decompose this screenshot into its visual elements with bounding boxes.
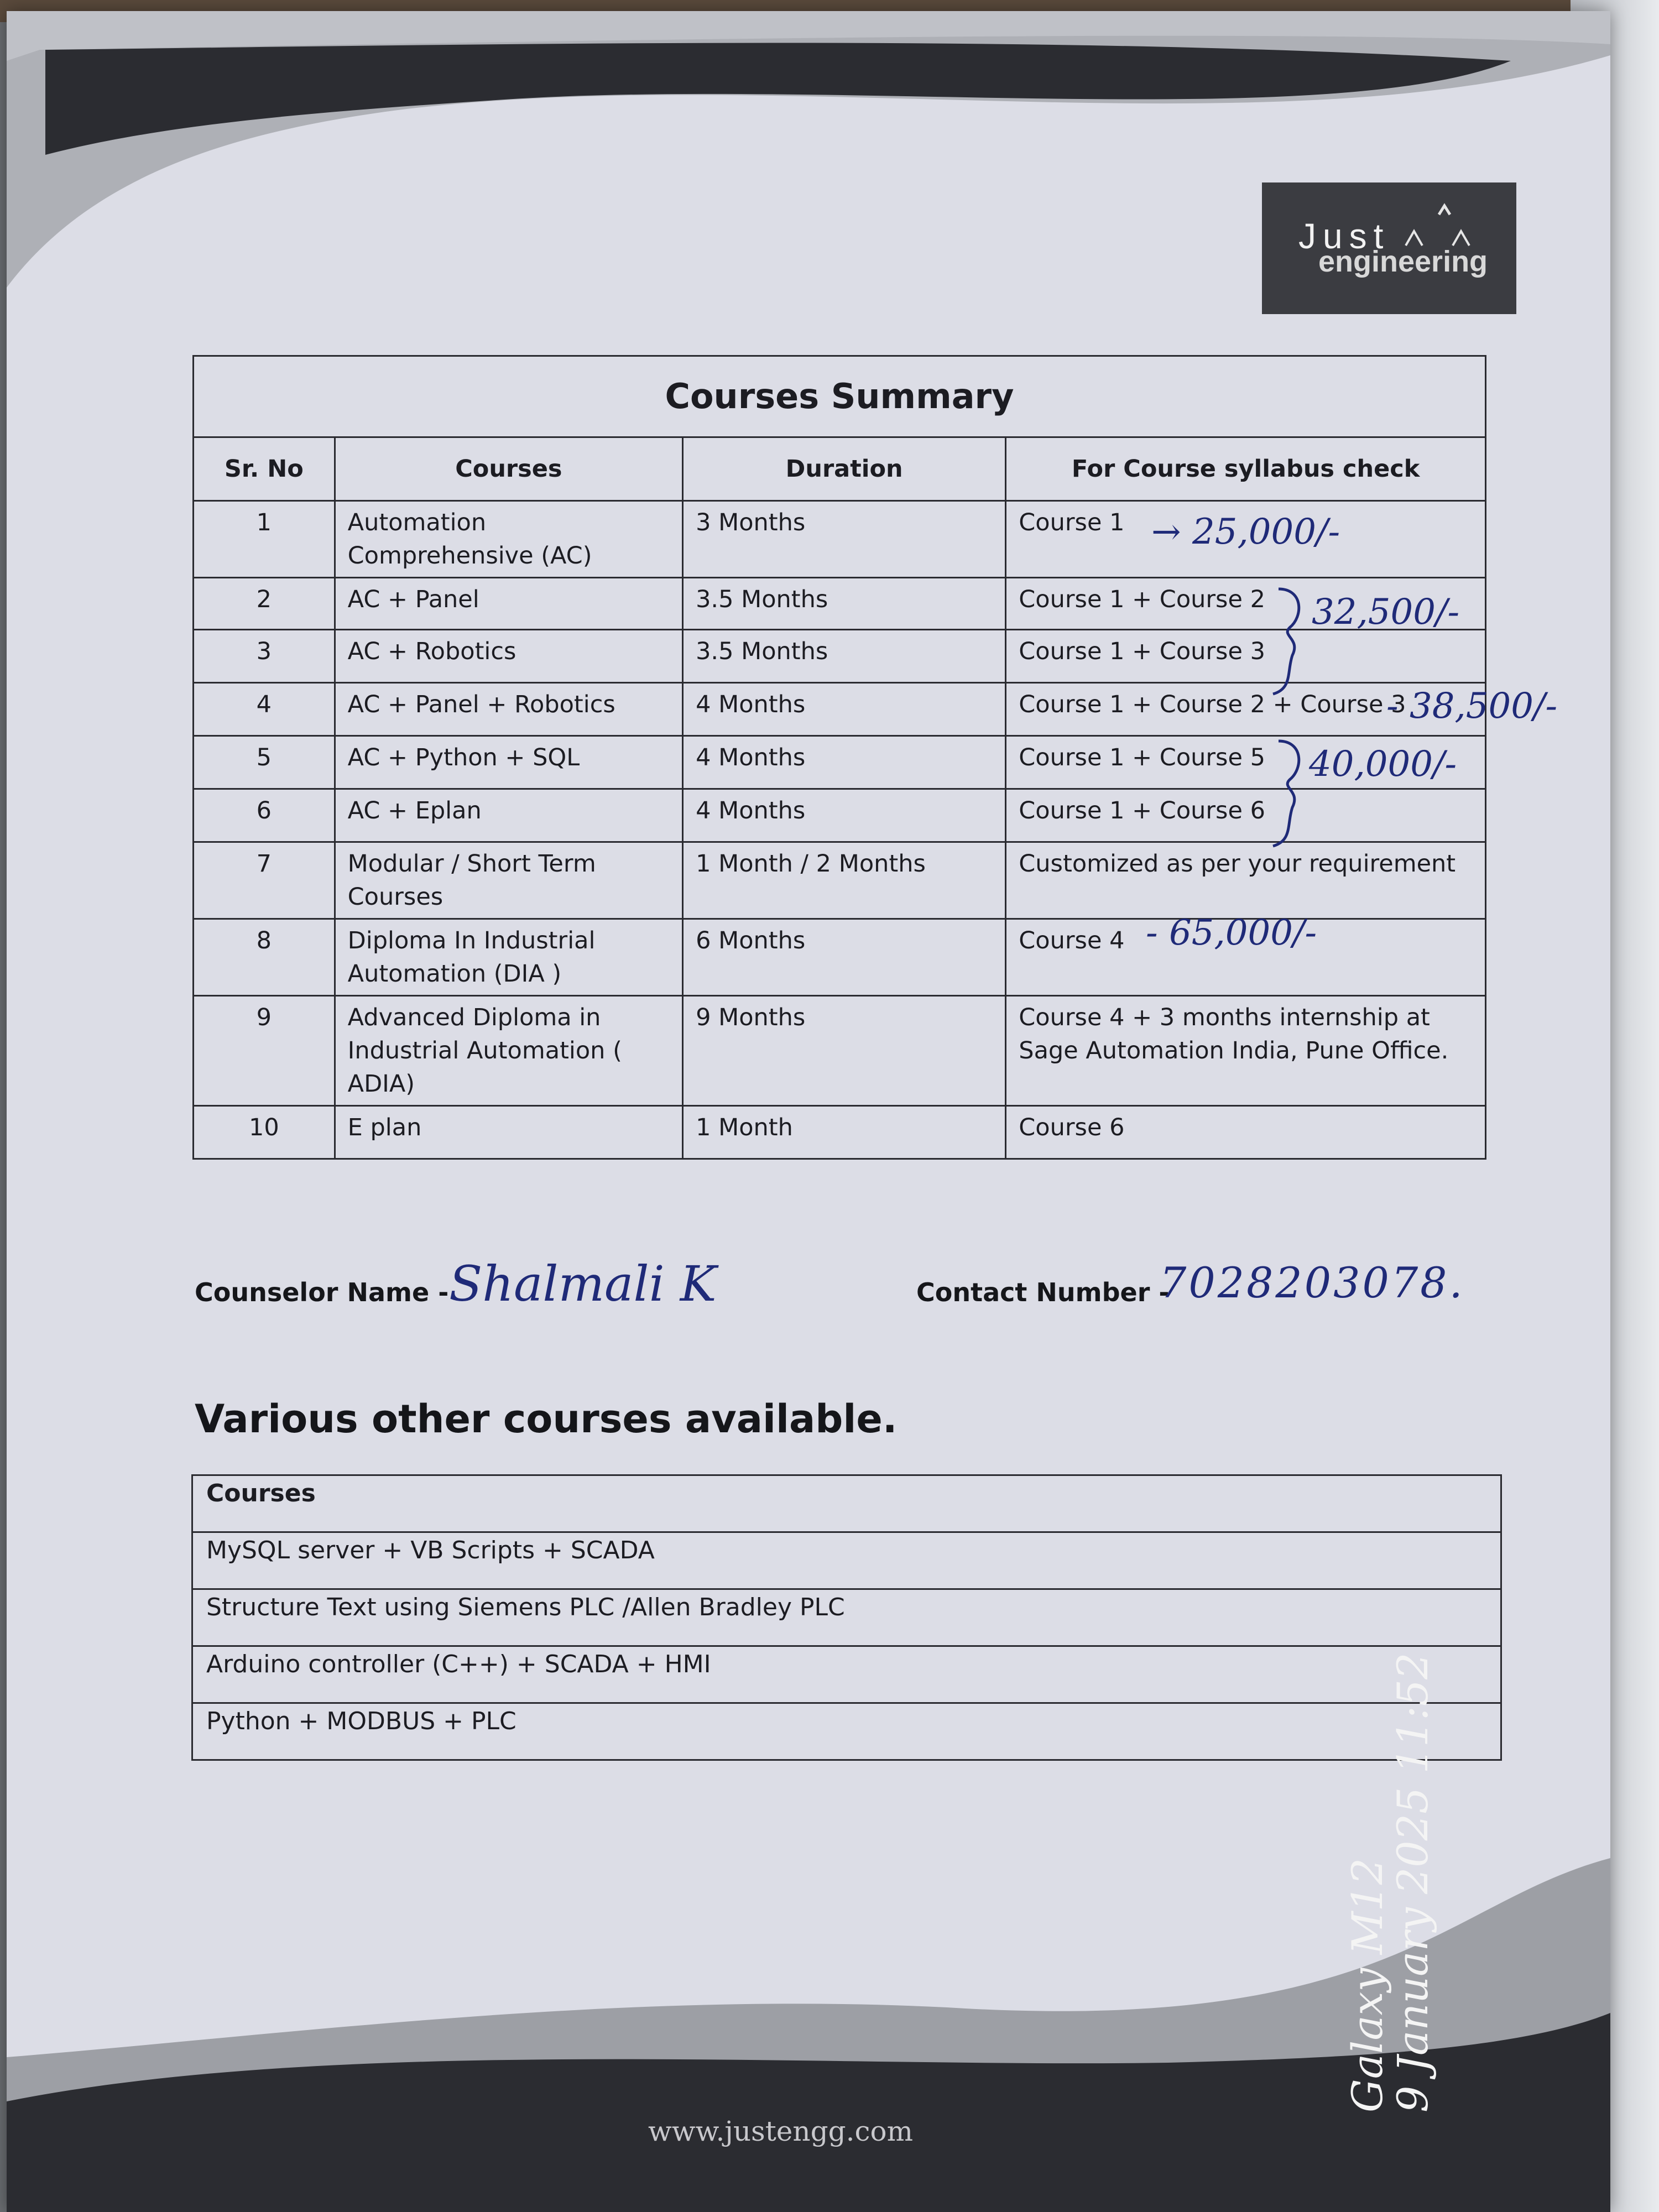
- table-row: [194, 842, 1486, 919]
- cell-sr: 4: [194, 683, 335, 736]
- cell-course: Automation Comprehensive (AC): [335, 501, 682, 578]
- cell-sr: 1: [194, 501, 335, 578]
- other-courses-table: [191, 1474, 1502, 1761]
- header-sr-no: Sr. No: [194, 437, 335, 501]
- cell-duration: 9 Months: [683, 996, 1006, 1106]
- cell-sr: 2: [194, 578, 335, 630]
- brand-logo: [1262, 182, 1516, 314]
- cell-course: AC + Python + SQL: [335, 736, 682, 789]
- table-header-row: [194, 437, 1486, 501]
- footer-website-url: www.justengg.com: [648, 2115, 914, 2147]
- cell-sr: 3: [194, 630, 335, 683]
- cell-course: Diploma In Industrial Automation (DIA ): [335, 919, 682, 996]
- cell-syllabus: Course 1 + Course 2: [1006, 578, 1486, 630]
- cell-course: AC + Robotics: [335, 630, 682, 683]
- cell-course: AC + Panel + Robotics: [335, 683, 682, 736]
- contact-number-handwritten: 7028203078.: [1160, 1258, 1465, 1307]
- table-row: [194, 1106, 1486, 1159]
- other-courses-heading: Various other courses available.: [195, 1396, 898, 1442]
- counselor-name-label: Counselor Name -: [195, 1277, 449, 1307]
- cell-course: Advanced Diploma in Industrial Automation ( ADIA): [335, 996, 682, 1106]
- handwritten-price-rows5-6: 40,000/-: [1309, 744, 1457, 785]
- camera-datetime: 9 January 2025 11:52: [1388, 1652, 1437, 2112]
- cell-duration: 1 Month / 2 Months: [683, 842, 1006, 919]
- cell-course: E plan: [335, 1106, 682, 1159]
- list-item: MySQL server + VB Scripts + SCADA: [192, 1532, 1501, 1589]
- handwritten-price-row1: → 25,000/-: [1151, 512, 1340, 552]
- cell-syllabus: Course 6: [1006, 1106, 1486, 1159]
- counselor-name-handwritten: Shalmali K: [449, 1255, 717, 1312]
- cell-duration: 1 Month: [683, 1106, 1006, 1159]
- cell-duration: 4 Months: [683, 683, 1006, 736]
- cell-course: AC + Panel: [335, 578, 682, 630]
- table-row: [192, 1646, 1501, 1703]
- header-courses: Courses: [335, 437, 682, 501]
- camera-device: Galaxy M12: [1343, 1858, 1392, 2112]
- header-courses: Courses: [192, 1475, 1501, 1532]
- list-item: Arduino controller (C++) + SCADA + HMI: [192, 1646, 1501, 1703]
- header-duration: Duration: [683, 437, 1006, 501]
- brochure-page: [7, 11, 1610, 2212]
- list-item: Python + MODBUS + PLC: [192, 1703, 1501, 1760]
- cell-sr: 10: [194, 1106, 335, 1159]
- list-item: Structure Text using Siemens PLC /Allen Bradley PLC: [192, 1589, 1501, 1646]
- table-row: [194, 996, 1486, 1106]
- table-row: [192, 1703, 1501, 1760]
- logo-triangle-icon: [1400, 199, 1483, 249]
- cell-syllabus: Course 1 + Course 3: [1006, 630, 1486, 683]
- cell-syllabus: Course 1 + Course 6: [1006, 789, 1486, 842]
- handwritten-price-row8: - 65,000/-: [1146, 912, 1317, 953]
- cell-course: Modular / Short Term Courses: [335, 842, 682, 919]
- cell-syllabus: Course 4: [1006, 919, 1486, 996]
- cell-sr: 7: [194, 842, 335, 919]
- cell-course: AC + Eplan: [335, 789, 682, 842]
- handwritten-brace-icon: [1270, 583, 1309, 700]
- cell-duration: 3.5 Months: [683, 630, 1006, 683]
- cell-syllabus: Customized as per your requirement: [1006, 842, 1486, 919]
- cell-sr: 6: [194, 789, 335, 842]
- contact-number-label: Contact Number -: [916, 1277, 1170, 1307]
- handwritten-brace-icon: [1270, 735, 1309, 852]
- cell-sr: 5: [194, 736, 335, 789]
- cell-duration: 3 Months: [683, 501, 1006, 578]
- header-syllabus: For Course syllabus check: [1006, 437, 1486, 501]
- cell-syllabus: Course 1: [1006, 501, 1486, 578]
- cell-duration: 3.5 Months: [683, 578, 1006, 630]
- cell-duration: 4 Months: [683, 736, 1006, 789]
- logo-text-engineering: engineering: [1318, 245, 1488, 278]
- cell-sr: 8: [194, 919, 335, 996]
- cell-syllabus: Course 1 + Course 2 + Course 3: [1006, 683, 1486, 736]
- handwritten-price-rows2-3: 32,500/-: [1312, 592, 1460, 633]
- table-header-row: [192, 1475, 1501, 1532]
- cell-duration: 4 Months: [683, 789, 1006, 842]
- cell-sr: 9: [194, 996, 335, 1106]
- cell-syllabus: Course 4 + 3 months internship at Sage Automation India, Pune Office.: [1006, 996, 1486, 1106]
- table-row: [192, 1532, 1501, 1589]
- cell-duration: 6 Months: [683, 919, 1006, 996]
- handwritten-price-row4: - 38,500/-: [1386, 686, 1558, 727]
- table-row: [192, 1589, 1501, 1646]
- logo-text-just: Just: [1298, 216, 1390, 256]
- cell-syllabus: Course 1 + Course 5: [1006, 736, 1486, 789]
- table-title: Courses Summary: [194, 356, 1486, 437]
- camera-timestamp-watermark: [1343, 1652, 1437, 2112]
